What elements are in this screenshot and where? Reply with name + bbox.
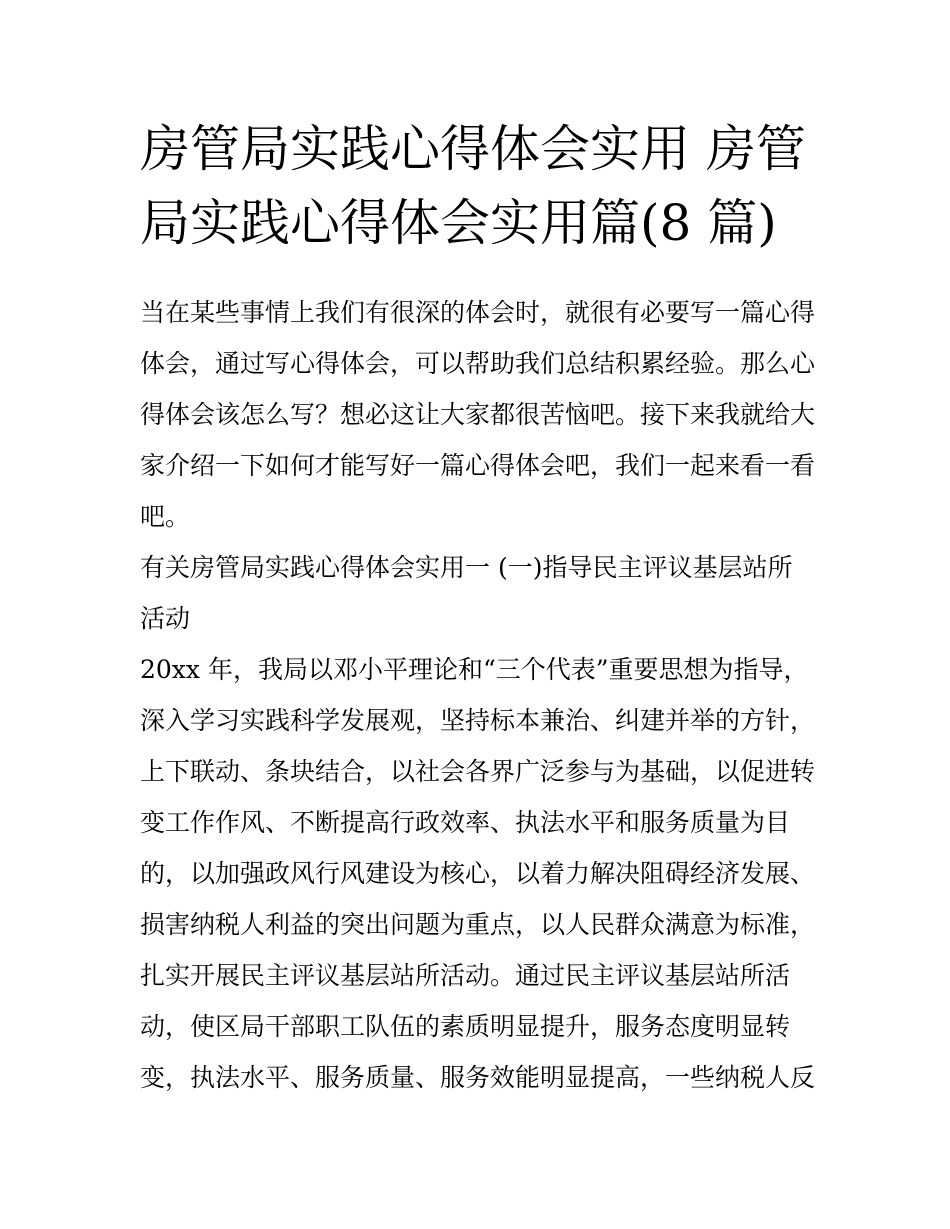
intro-line: 家介绍一下如何才能写好一篇心得体会吧，我们一起来看一看 xyxy=(140,451,816,480)
body-line: 的，以加强政风行风建设为核心，以着力解决阻碍经济发展、 xyxy=(140,859,816,888)
section-heading-line: 有关房管局实践心得体会实用一 (一)指导民主评议基层站所 xyxy=(140,553,793,582)
document-title xyxy=(140,112,820,260)
body-paragraph xyxy=(140,644,820,1103)
body-line: 20xx 年，我局以邓小平理论和“三个代表”重要思想为指导， xyxy=(140,655,809,684)
intro-line: 吧。 xyxy=(140,502,191,531)
body-line: 深入学习实践科学发展观，坚持标本兼治、纠建并举的方针， xyxy=(140,706,816,735)
section-heading-line: 活动 xyxy=(140,604,191,633)
document-content xyxy=(140,112,820,1103)
body-line: 扎实开展民主评议基层站所活动。通过民主评议基层站所活 xyxy=(140,961,791,990)
body-line: 变，执法水平、服务质量、服务效能明显提高，一些纳税人反 xyxy=(140,1063,816,1092)
body-line: 变工作作风、不断提高行政效率、执法水平和服务质量为目 xyxy=(140,808,791,837)
intro-line: 当在某些事情上我们有很深的体会时，就很有必要写一篇心得 xyxy=(140,298,816,327)
title-line: 局实践心得体会实用篇(8 篇) xyxy=(140,194,777,252)
body-line: 损害纳税人利益的突出问题为重点，以人民群众满意为标准， xyxy=(140,910,816,939)
title-line: 房管局实践心得体会实用 房管 xyxy=(140,120,806,178)
intro-paragraph xyxy=(140,287,820,542)
intro-line: 得体会该怎么写？想必这让大家都很苦恼吧。接下来我就给大 xyxy=(140,400,816,429)
section-heading xyxy=(140,542,820,644)
body-line: 上下联动、条块结合，以社会各界广泛参与为基础，以促进转 xyxy=(140,757,816,786)
intro-line: 体会，通过写心得体会，可以帮助我们总结积累经验。那么心 xyxy=(140,349,816,378)
body-line: 动，使区局干部职工队伍的素质明显提升，服务态度明显转 xyxy=(140,1012,791,1041)
